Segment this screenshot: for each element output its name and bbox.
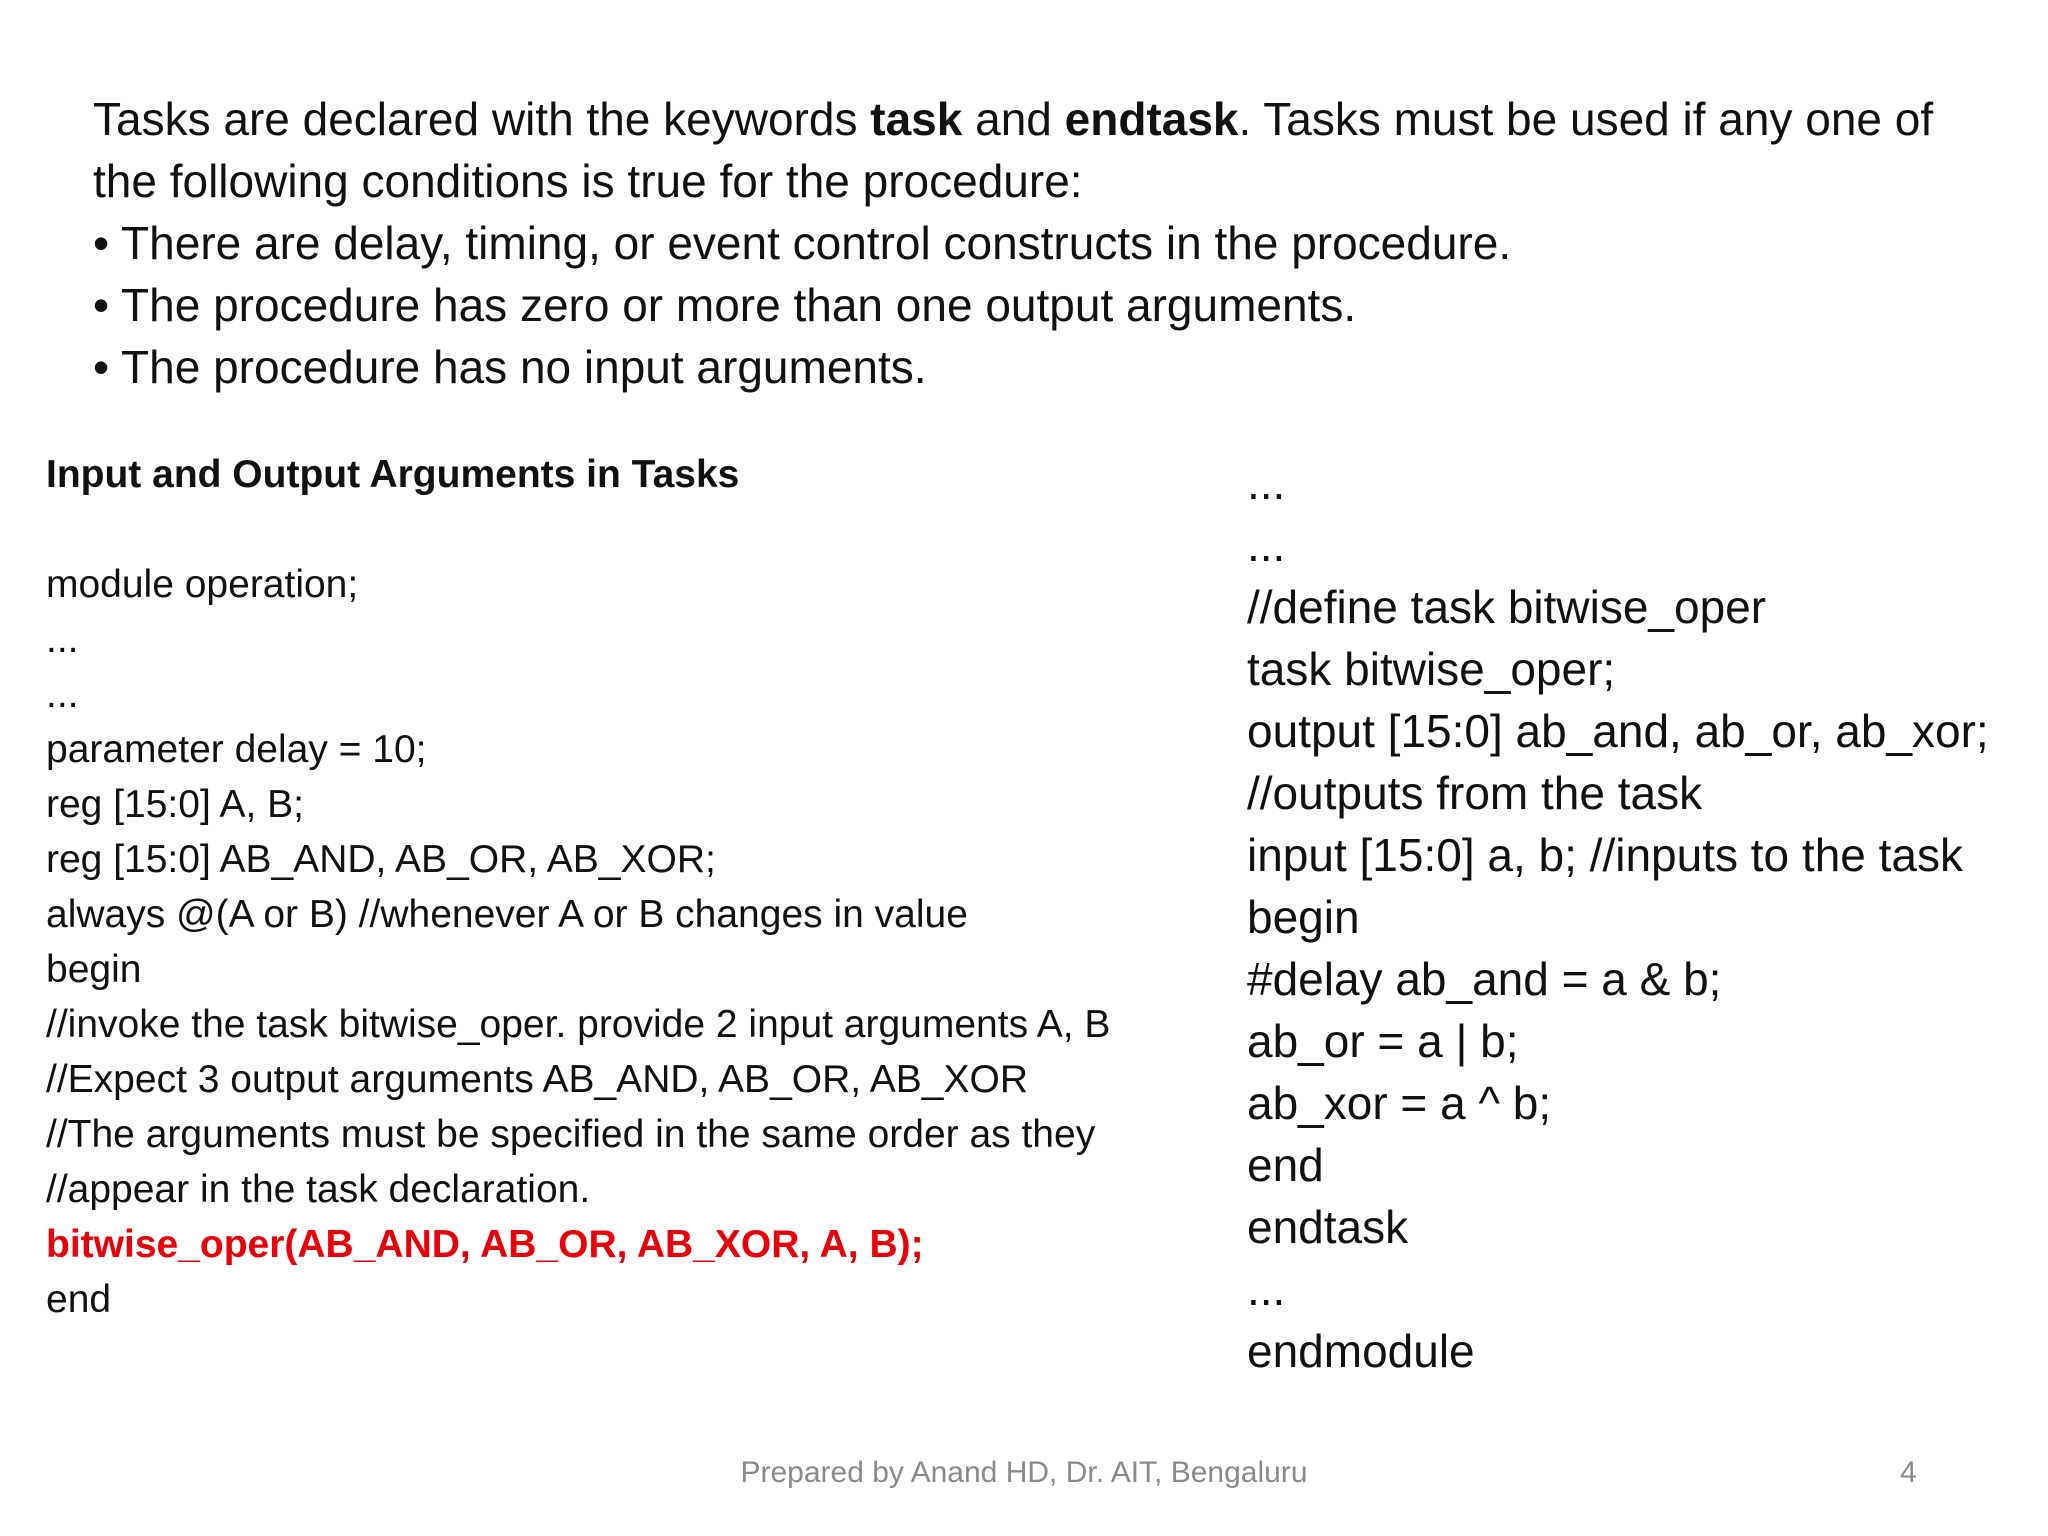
task-invocation-line: bitwise_oper(AB_AND, AB_OR, AB_XOR, A, B);	[46, 1223, 924, 1266]
code-line: ab_xor = a ^ b;	[1247, 1077, 1552, 1129]
code-line: input [15:0] a, b; //inputs to the task	[1247, 829, 1964, 881]
code-line: endtask	[1247, 1201, 1409, 1253]
intro-text-part: Tasks are declared with the keywords	[93, 93, 871, 145]
code-line: task bitwise_oper;	[1247, 643, 1616, 695]
code-comment-line: //invoke the task bitwise_oper. provide 2 input arguments A, B	[46, 1003, 1111, 1046]
page-number: 4	[1900, 1456, 1917, 1489]
code-comment-line: //define task bitwise_oper	[1247, 581, 1767, 633]
code-line: endmodule	[1247, 1325, 1475, 1377]
code-line: always @(A or B) //whenever A or B changes in value	[46, 893, 968, 936]
code-line: ab_or = a | b;	[1247, 1015, 1519, 1067]
code-line: ...	[1247, 1263, 1286, 1315]
intro-text-part: . Tasks must be used if any one of	[1238, 93, 1934, 145]
intro-paragraph	[93, 88, 2013, 150]
bullet-item: • The procedure has no input arguments.	[93, 341, 927, 393]
intro-text	[93, 88, 2013, 398]
code-line: end	[46, 1278, 112, 1321]
code-comment-line: //Expect 3 output arguments AB_AND, AB_OR, AB_XOR	[46, 1058, 1029, 1101]
code-comment-line: //appear in the task declaration.	[46, 1168, 591, 1211]
code-line: module operation;	[46, 563, 359, 606]
right-code-column	[1247, 452, 2037, 1382]
code-line: end	[1247, 1139, 1324, 1191]
code-comment-line: //outputs from the task	[1247, 767, 1703, 819]
code-line: ...	[46, 673, 79, 716]
code-line: ...	[1247, 519, 1286, 571]
code-line: begin	[46, 948, 142, 991]
keyword-task: task	[870, 93, 963, 145]
bullet-item: • The procedure has zero or more than one output arguments.	[93, 279, 1357, 331]
code-line: begin	[1247, 891, 1360, 943]
code-line: reg [15:0] A, B;	[46, 783, 304, 826]
code-block-left	[46, 557, 1226, 1327]
code-line: parameter delay = 10;	[46, 728, 427, 771]
section-heading: Input and Output Arguments in Tasks	[46, 453, 740, 496]
code-line: ...	[46, 618, 79, 661]
left-code-column	[46, 447, 1226, 1327]
code-line: ...	[1247, 457, 1286, 509]
code-line: #delay ab_and = a & b;	[1247, 953, 1722, 1005]
code-line: output [15:0] ab_and, ab_or, ab_xor;	[1247, 705, 1989, 757]
keyword-endtask: endtask	[1064, 93, 1239, 145]
code-comment-line: //The arguments must be specified in the same order as they	[46, 1113, 1096, 1156]
bullet-item: • There are delay, timing, or event control constructs in the procedure.	[93, 217, 1512, 269]
code-line: reg [15:0] AB_AND, AB_OR, AB_XOR;	[46, 838, 716, 881]
intro-text-part: and	[962, 93, 1065, 145]
footer-credit: Prepared by Anand HD, Dr. AIT, Bengaluru	[740, 1456, 1308, 1489]
intro-paragraph-continued: the following conditions is true for the procedure:	[93, 155, 1083, 207]
